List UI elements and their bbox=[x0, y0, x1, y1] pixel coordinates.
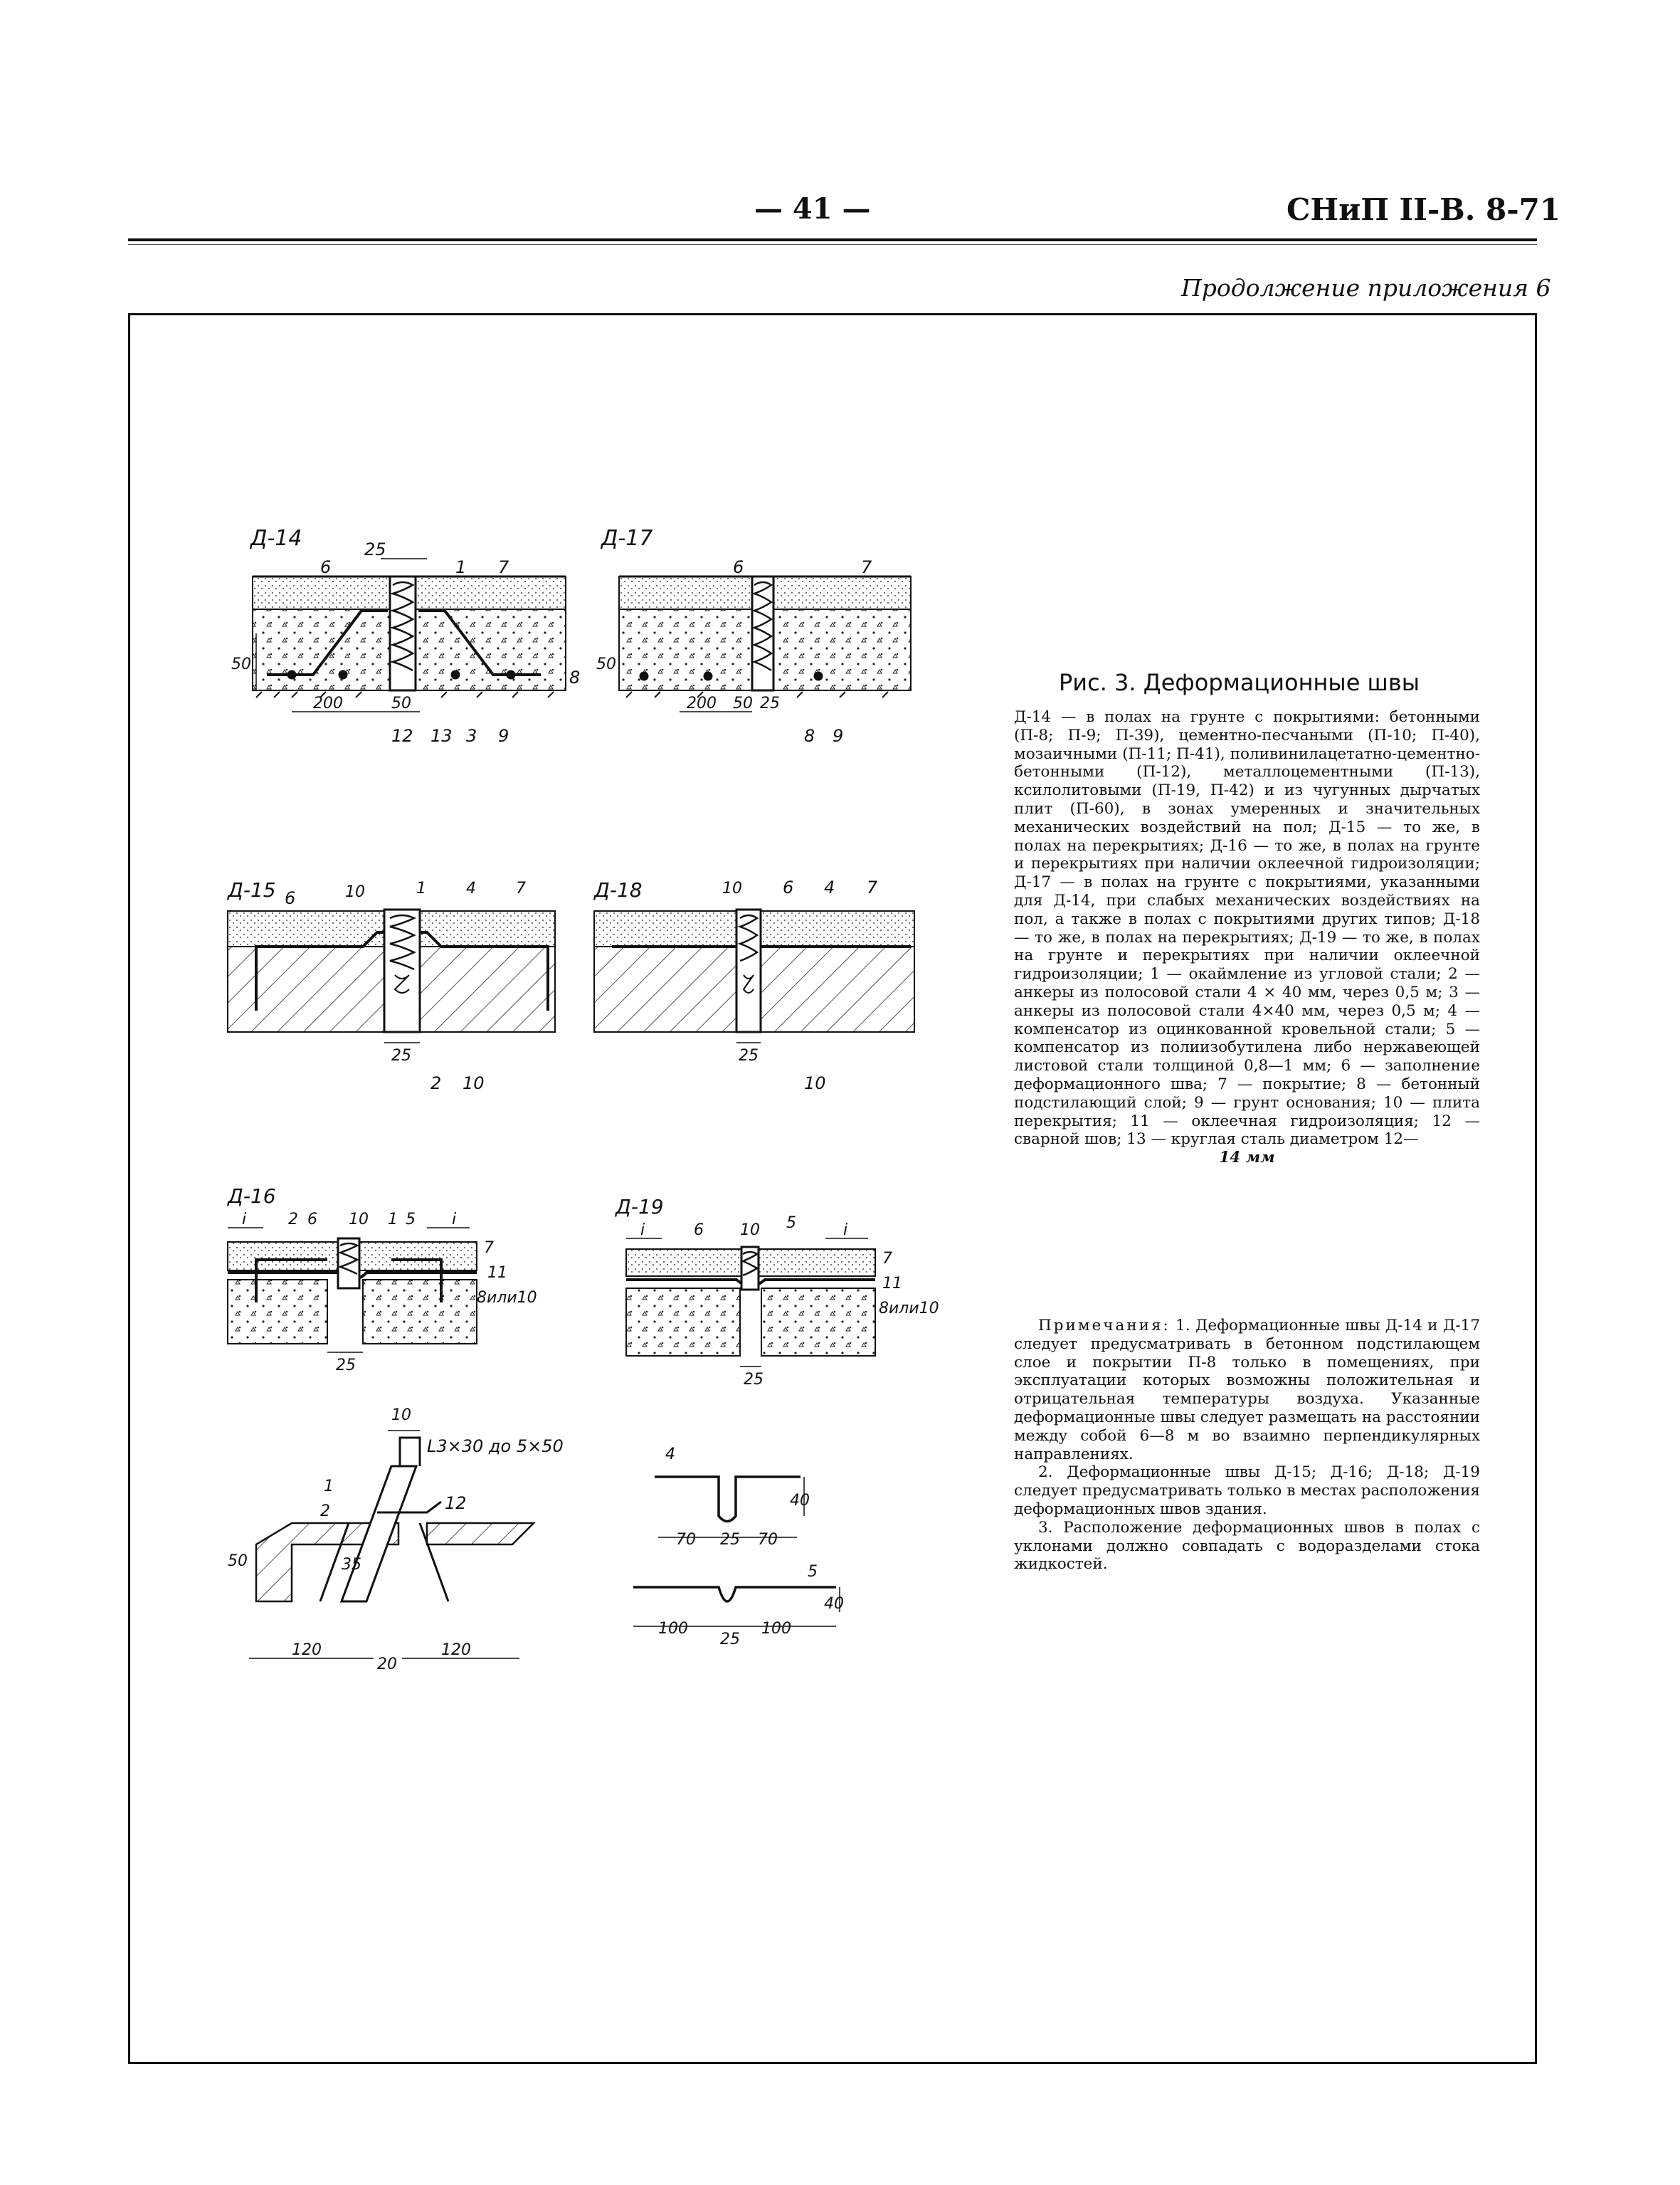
d16-callout: 6 bbox=[307, 1211, 317, 1228]
figure-drawings bbox=[213, 520, 996, 1673]
d18-label: Д-18 bbox=[594, 878, 643, 902]
comp5-callout: 25 bbox=[720, 1631, 740, 1648]
d16-callout: 25 bbox=[336, 1357, 356, 1374]
d14-callout: 7 bbox=[498, 557, 509, 577]
comp4-callout: 70 bbox=[676, 1531, 696, 1549]
comp4-callout: 70 bbox=[758, 1531, 778, 1549]
d18-callout: 25 bbox=[739, 1047, 759, 1065]
d17-callout: 8 bbox=[804, 726, 815, 746]
d14-callout: 13 bbox=[430, 726, 453, 746]
header-rule-thin bbox=[128, 244, 1537, 245]
detail-d15 bbox=[226, 878, 555, 1093]
note-3: 3. Расположение деформационных швов в полах с уклонами должно совпадать с водоразделами стока жидкостей. bbox=[1014, 1518, 1480, 1574]
legend-d15: Д-15 — то же, в полах на перекрытиях; bbox=[1014, 818, 1480, 855]
legend-d17: Д-17 — в полах на грунте с покрытиями, указанными для Д-14, при слабых механических воздействиях на пол, а также в полах с покрытиями других типов; bbox=[1014, 873, 1480, 928]
figure-caption: Рис. 3. Деформационные швы bbox=[1059, 669, 1420, 696]
d17-callout: 50 bbox=[733, 695, 753, 712]
figure-legend bbox=[1014, 708, 1480, 1167]
detail-d19 bbox=[614, 1195, 939, 1389]
detail-d16 bbox=[226, 1184, 537, 1374]
anchor-callout: 1 bbox=[324, 1478, 334, 1495]
anchor-callout: 35 bbox=[342, 1556, 361, 1574]
d14-callout: 1 bbox=[455, 557, 467, 577]
d14-callout: 12 bbox=[391, 726, 413, 746]
d19-callout: 25 bbox=[744, 1371, 764, 1389]
comp5-callout: 40 bbox=[824, 1595, 844, 1613]
detail-edging-anchor bbox=[228, 1406, 564, 1673]
notes-block bbox=[1014, 1317, 1480, 1574]
page-number: — 41 — bbox=[754, 192, 871, 226]
d19-callout: 11 bbox=[882, 1275, 902, 1292]
note-2: 2. Деформационные швы Д-15; Д-16; Д-18; Д-19 следует предусматривать только в местах расположения деформационных швов здания. bbox=[1014, 1463, 1480, 1518]
d16-callout: 7 bbox=[484, 1239, 494, 1257]
anchor-callout: 12 bbox=[445, 1493, 467, 1513]
d15-callout: 25 bbox=[391, 1047, 411, 1065]
d14-callout: 3 bbox=[466, 726, 477, 746]
d19-callout: 5 bbox=[786, 1214, 796, 1232]
d14-callout: 9 bbox=[498, 726, 509, 746]
notes-title: Примечания: bbox=[1038, 1317, 1171, 1334]
detail-d14 bbox=[231, 526, 580, 746]
d17-callout: 9 bbox=[833, 726, 844, 746]
d19-label: Д-19 bbox=[616, 1195, 664, 1218]
d19-callout: 8или10 bbox=[879, 1300, 939, 1317]
d19-callout: 7 bbox=[882, 1250, 892, 1268]
d17-callout: 200 bbox=[687, 695, 717, 712]
d14-callout: 50 bbox=[391, 695, 411, 712]
d16-label: Д-16 bbox=[228, 1184, 276, 1208]
detail-compensator-4 bbox=[655, 1446, 810, 1549]
d17-callout: 7 bbox=[861, 557, 872, 577]
d14-callout: 50 bbox=[231, 656, 251, 673]
d17-callout: 6 bbox=[733, 557, 744, 577]
d15-callout: 7 bbox=[516, 880, 526, 897]
d15-callout: 6 bbox=[285, 888, 296, 908]
d18-callout: 6 bbox=[783, 878, 794, 897]
anchor-callout: L3×30 до 5×50 bbox=[427, 1436, 564, 1456]
d15-callout: 10 bbox=[345, 883, 365, 901]
detail-d17 bbox=[596, 526, 911, 746]
comp5-callout: 100 bbox=[658, 1620, 688, 1638]
anchor-callout: 10 bbox=[391, 1406, 411, 1424]
d15-callout: 1 bbox=[416, 880, 426, 897]
d18-callout: 10 bbox=[722, 880, 742, 897]
d16-callout: i bbox=[452, 1211, 457, 1228]
comp5-callout: 100 bbox=[761, 1620, 791, 1638]
comp5-callout: 5 bbox=[808, 1563, 818, 1581]
d19-callout: i bbox=[843, 1221, 848, 1239]
d16-callout: 11 bbox=[487, 1264, 507, 1282]
d14-callout: 8 bbox=[569, 668, 581, 688]
document-code: СНиП II-В. 8-71 bbox=[1287, 192, 1561, 227]
d16-callout: 2 bbox=[288, 1211, 298, 1228]
anchor-callout: 20 bbox=[377, 1655, 397, 1673]
anchor-callout: 120 bbox=[292, 1641, 322, 1659]
d14-callout: 6 bbox=[320, 557, 332, 577]
d15-callout: 2 bbox=[430, 1073, 442, 1093]
d19-callout: i bbox=[640, 1221, 645, 1239]
note-1: 1. Деформационные швы Д-14 и Д-17 следует предусматривать в бетонном подстилающем слое и покрытии П-8 только в помещениях, при эксплуатации которых возможны положительная и отрицательная температуры воздуха. Указанные деформационные швы следует размещать на расстоянии между собой 6—8 м во взаимно перпендикулярных направлениях. bbox=[1014, 1317, 1481, 1463]
legend-positions: 1 — окаймление из угловой стали; 2 — анкеры из полосовой стали 4 × 40 мм, через 0,5 м; 3 — анкеры из полосовой стали 4×40 мм, через 0,5 м; 4 — компенсатор из оцинкованной кровельной стали; 5 — компенсатор из полиизобутилена либо нержавеющей листовой стали толщиной 0,8—1 мм; 6 — заполнение деформационного шва; 7 — покрытие; 8 — бетонный подстилающий слой; 9 — грунт основания; 10 — плита перекрытия; 11 — оклеечная гидроизоляция; 12 — сварной шов; 13 — круглая сталь диаметром 12— bbox=[1014, 965, 1480, 1149]
header-rule bbox=[128, 238, 1537, 241]
legend-d19: Д-19 — то же, в полах на грунте и перекрытиях при наличии оклеечной гидроизоляции; bbox=[1014, 928, 1480, 984]
d16-callout: 5 bbox=[406, 1211, 416, 1228]
continuation-heading: Продолжение приложения 6 bbox=[1181, 274, 1551, 302]
d17-callout: 25 bbox=[760, 695, 780, 712]
d16-callout: 1 bbox=[388, 1211, 398, 1228]
d17-callout: 50 bbox=[596, 656, 616, 673]
d15-callout: 4 bbox=[466, 880, 476, 897]
detail-compensator-5 bbox=[633, 1563, 844, 1648]
d19-callout: 6 bbox=[694, 1221, 704, 1239]
d19-callout: 10 bbox=[740, 1221, 760, 1239]
legend-end: 14 мм bbox=[1219, 1149, 1275, 1167]
legend-d18: Д-18 — то же, в полах на перекрытиях; bbox=[1014, 910, 1480, 947]
detail-d18 bbox=[593, 878, 914, 1093]
d14-label: Д-14 bbox=[250, 526, 302, 551]
legend-d14: Д-14 — в полах на грунте с покрытиями: бетонными (П-8; П-9; П-39), цементно-песчаными (П-10; П-40), мозаичными (П-11; П-41), поливинилацетатно-цементно-бетонными (П-12), металлоцементными (П-13), ксилолитовыми (П-19, П-42) и из чугунных дырчатых плит (П-60), в зонах умеренных и значительных механических воздействий на пол; bbox=[1014, 708, 1480, 836]
d18-callout: 7 bbox=[867, 878, 878, 897]
anchor-callout: 120 bbox=[441, 1641, 471, 1659]
d14-callout: 25 bbox=[364, 539, 386, 559]
anchor-callout: 50 bbox=[228, 1552, 248, 1570]
comp4-callout: 25 bbox=[720, 1531, 740, 1549]
d16-callout: 8или10 bbox=[477, 1289, 537, 1307]
d16-callout: i bbox=[242, 1211, 247, 1228]
d15-callout: 10 bbox=[463, 1073, 485, 1093]
d18-callout: 10 bbox=[804, 1073, 826, 1093]
d16-callout: 10 bbox=[349, 1211, 369, 1228]
d15-label: Д-15 bbox=[228, 878, 276, 902]
anchor-callout: 2 bbox=[320, 1502, 330, 1520]
d18-callout: 4 bbox=[824, 878, 835, 897]
comp4-callout: 4 bbox=[665, 1446, 675, 1463]
d14-callout: 200 bbox=[313, 695, 343, 712]
d17-label: Д-17 bbox=[601, 526, 653, 551]
legend-d16: Д-16 — то же, в полах на грунте и перекрытиях при наличии оклеечной гидроизоляции; bbox=[1014, 836, 1480, 873]
comp4-callout: 40 bbox=[790, 1492, 810, 1510]
